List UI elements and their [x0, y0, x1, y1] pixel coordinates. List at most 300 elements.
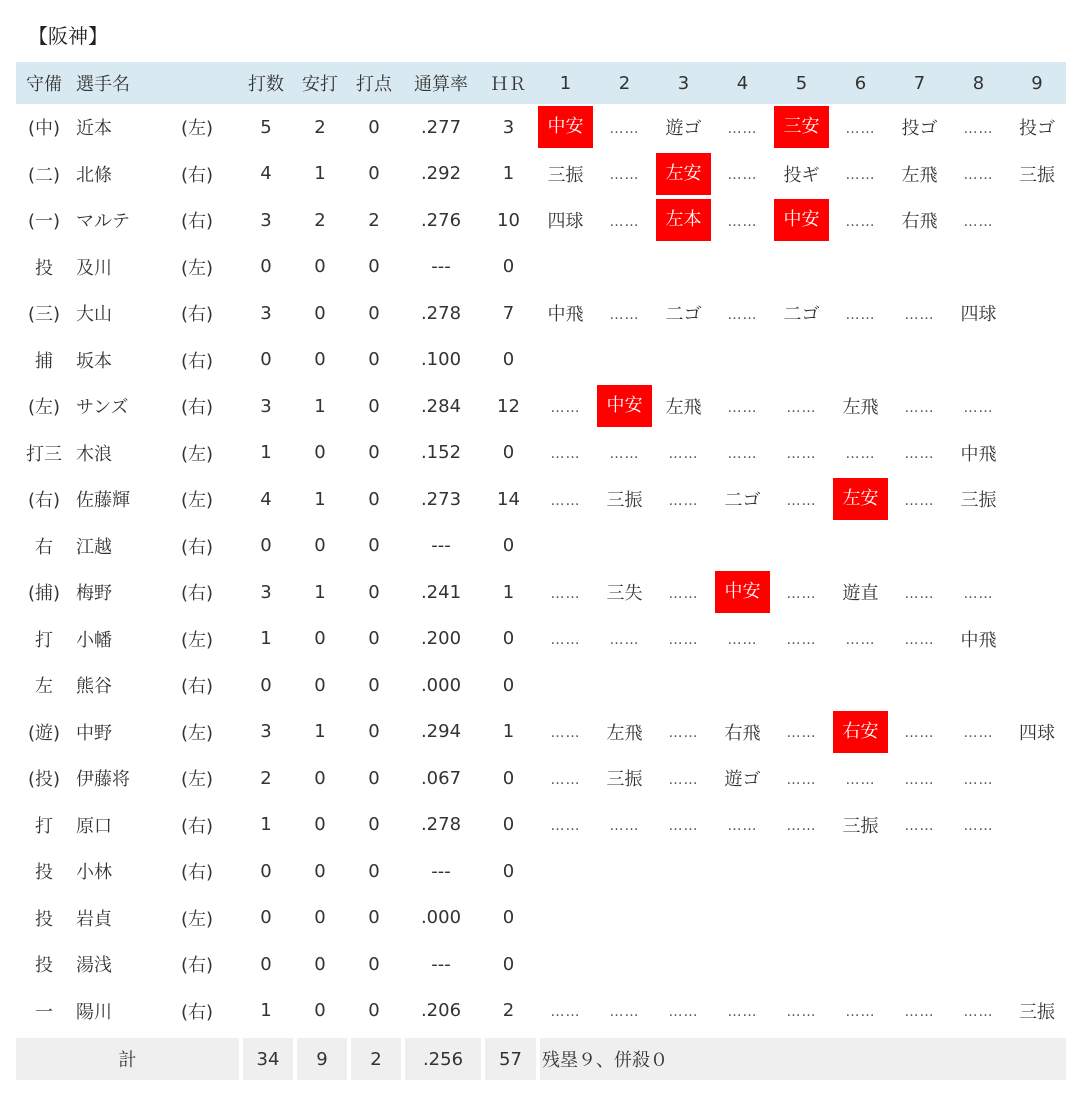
player-at-bats: 1: [260, 1000, 272, 1022]
player-name: 原口: [76, 815, 112, 837]
player-rbi: 0: [368, 1000, 380, 1022]
at-bat-result: ……: [668, 632, 699, 649]
inning-7-result: [890, 755, 949, 802]
inning-1-result: [536, 988, 595, 1035]
player-name: 陽川: [76, 1001, 112, 1023]
at-bat-result: ……: [904, 632, 935, 649]
player-average: .278: [420, 302, 462, 324]
player-at-bats: 4: [260, 163, 272, 185]
player-position: 右: [35, 536, 53, 558]
player-name: 佐藤輝: [76, 490, 130, 512]
totals-rbi: 2: [347, 1034, 401, 1080]
player-home-runs: 14: [497, 488, 520, 510]
player-bats: (左): [180, 908, 214, 930]
player-name: 近本: [76, 118, 112, 140]
player-position: (右): [27, 490, 61, 512]
inning-1-result: [536, 151, 595, 198]
inning-4-result: [713, 244, 772, 291]
inning-4-result: [713, 569, 772, 616]
player-bats: (左): [180, 490, 214, 512]
at-bat-result: ……: [550, 725, 581, 742]
player-hits: 0: [314, 953, 326, 975]
at-bat-result: 二ゴ: [665, 304, 702, 326]
table-row: [16, 104, 1066, 151]
player-home-runs: 0: [502, 442, 515, 464]
at-bat-result: 左飛: [606, 722, 643, 744]
player-rbi: 0: [368, 488, 380, 510]
table-row: [16, 290, 1066, 337]
player-average: ---: [431, 953, 451, 975]
inning-4-result: [713, 430, 772, 477]
at-bat-result: ……: [550, 632, 581, 649]
player-rbi: 0: [368, 395, 380, 417]
player-name: 小幡: [76, 629, 112, 651]
player-home-runs: 0: [502, 674, 515, 696]
inning-6-result: [831, 709, 890, 756]
inning-2-result: [595, 197, 654, 244]
inning-1-result: [536, 523, 595, 570]
at-bat-result: ……: [727, 446, 758, 463]
at-bat-result: ……: [904, 771, 935, 788]
inning-4-result: [713, 755, 772, 802]
player-hits: 0: [314, 442, 326, 464]
player-position: (三): [27, 304, 61, 326]
inning-3-result: [654, 104, 713, 151]
player-bats: (右): [180, 583, 214, 605]
table-row: [16, 941, 1066, 988]
player-at-bats: 1: [260, 442, 272, 464]
at-bat-result: ……: [668, 446, 699, 463]
table-row: [16, 709, 1066, 756]
inning-2-result: [595, 569, 654, 616]
player-rbi: 0: [368, 907, 380, 929]
inning-4-result: [713, 941, 772, 988]
inning-2-result: [595, 244, 654, 291]
at-bat-result: ……: [609, 446, 640, 463]
player-home-runs: 0: [502, 907, 515, 929]
player-rbi: 0: [368, 256, 380, 278]
inning-5-result: [772, 104, 831, 151]
totals-hits: 9: [293, 1034, 347, 1080]
player-hits: 0: [314, 349, 326, 371]
header-home-runs: ＨＲ: [481, 62, 536, 104]
inning-3-result: [654, 569, 713, 616]
player-hits: 1: [314, 581, 326, 603]
inning-9-result: [1008, 662, 1066, 709]
inning-5-result: [772, 848, 831, 895]
player-rbi: 0: [368, 814, 380, 836]
inning-3-result: [654, 430, 713, 477]
table-row: [16, 430, 1066, 477]
inning-9-result: [1008, 476, 1066, 523]
at-bat-result: ……: [963, 120, 994, 137]
team-title: 【阪神】: [28, 24, 108, 48]
inning-5-result: [772, 662, 831, 709]
inning-8-result: [949, 476, 1008, 523]
player-name: 及川: [76, 257, 112, 279]
inning-5-result: [772, 755, 831, 802]
header-at-bats: 打数: [239, 62, 293, 104]
at-bat-result: 三振: [606, 490, 643, 512]
at-bat-result: ……: [845, 167, 876, 184]
totals-home-runs: 57: [481, 1034, 536, 1080]
at-bat-result: ……: [668, 492, 699, 509]
player-position: 一: [35, 1001, 53, 1023]
at-bat-result: ……: [668, 771, 699, 788]
at-bat-result: ……: [904, 585, 935, 602]
player-name: 大山: [76, 304, 112, 326]
at-bat-result: ……: [550, 1004, 581, 1021]
at-bat-result: 投ゴ: [901, 118, 938, 140]
hit-result: 右安: [833, 711, 888, 753]
inning-8-result: [949, 569, 1008, 616]
inning-6-result: [831, 616, 890, 663]
inning-3-result: [654, 523, 713, 570]
inning-9-result: [1008, 244, 1066, 291]
player-position: (左): [27, 397, 61, 419]
at-bat-result: 三失: [606, 583, 643, 605]
player-position: (投): [27, 769, 61, 791]
player-home-runs: 0: [502, 860, 515, 882]
inning-6-result: [831, 523, 890, 570]
inning-9-result: [1008, 197, 1066, 244]
player-bats: (右): [180, 536, 214, 558]
inning-7-result: [890, 895, 949, 942]
player-average: .284: [420, 395, 462, 417]
player-average: ---: [431, 860, 451, 882]
player-hits: 1: [314, 395, 326, 417]
player-home-runs: 1: [502, 163, 515, 185]
inning-8-result: [949, 383, 1008, 430]
inning-5-result: [772, 337, 831, 384]
inning-3-result: [654, 290, 713, 337]
header-inning-9: 9: [1008, 62, 1066, 104]
inning-2-result: [595, 895, 654, 942]
at-bat-result: ……: [904, 306, 935, 323]
totals-label: 計: [16, 1034, 239, 1080]
at-bat-result: ……: [550, 585, 581, 602]
header-player-name: 選手名: [72, 62, 155, 104]
inning-4-result: [713, 709, 772, 756]
player-bats: (右): [180, 815, 214, 837]
header-inning-5: 5: [772, 62, 831, 104]
player-hits: 0: [314, 302, 326, 324]
inning-3-result: [654, 988, 713, 1035]
totals-row: [16, 1034, 1066, 1080]
at-bat-result: ……: [786, 725, 817, 742]
inning-8-result: [949, 430, 1008, 477]
player-name: 中野: [76, 722, 112, 744]
at-bat-result: 三振: [547, 164, 584, 186]
at-bat-result: ……: [845, 306, 876, 323]
inning-2-result: [595, 662, 654, 709]
inning-6-result: [831, 941, 890, 988]
player-home-runs: 2: [502, 1000, 515, 1022]
player-name: 岩貞: [76, 908, 112, 930]
inning-7-result: [890, 988, 949, 1035]
at-bat-result: 三振: [960, 490, 997, 512]
at-bat-result: 四球: [960, 304, 997, 326]
player-position: 打: [35, 629, 53, 651]
header-hits: 安打: [293, 62, 347, 104]
at-bat-result: ……: [609, 306, 640, 323]
table-row: [16, 383, 1066, 430]
at-bat-result: ……: [727, 399, 758, 416]
inning-3-result: [654, 895, 713, 942]
at-bat-result: ……: [963, 771, 994, 788]
player-name: 小林: [76, 862, 112, 884]
at-bat-result: 中飛: [960, 443, 997, 465]
player-hits: 0: [314, 628, 326, 650]
at-bat-result: 三振: [842, 815, 879, 837]
player-average: ---: [431, 256, 451, 278]
inning-5-result: [772, 988, 831, 1035]
at-bat-result: ……: [550, 492, 581, 509]
inning-2-result: [595, 709, 654, 756]
hit-result: 中安: [538, 106, 593, 148]
inning-6-result: [831, 476, 890, 523]
player-rbi: 2: [368, 209, 380, 231]
player-home-runs: 0: [502, 349, 515, 371]
table-row: [16, 848, 1066, 895]
inning-1-result: [536, 104, 595, 151]
player-position: 投: [35, 257, 53, 279]
player-hits: 1: [314, 488, 326, 510]
inning-5-result: [772, 244, 831, 291]
at-bat-result: ……: [963, 1004, 994, 1021]
inning-7-result: [890, 662, 949, 709]
at-bat-result: ……: [904, 818, 935, 835]
player-at-bats: 0: [260, 907, 272, 929]
inning-9-result: [1008, 755, 1066, 802]
player-bats: (右): [180, 955, 214, 977]
inning-4-result: [713, 290, 772, 337]
at-bat-result: 三振: [1019, 1001, 1055, 1023]
player-hits: 0: [314, 767, 326, 789]
at-bat-result: 遊ゴ: [665, 118, 702, 140]
inning-8-result: [949, 104, 1008, 151]
player-position: 左: [35, 676, 53, 698]
player-home-runs: 10: [497, 209, 520, 231]
player-hits: 1: [314, 721, 326, 743]
at-bat-result: ……: [904, 399, 935, 416]
player-at-bats: 5: [260, 116, 272, 138]
header-inning-7: 7: [890, 62, 949, 104]
inning-8-result: [949, 523, 1008, 570]
player-name: マルテ: [76, 211, 130, 233]
player-home-runs: 0: [502, 628, 515, 650]
at-bat-result: ……: [550, 399, 581, 416]
inning-3-result: [654, 662, 713, 709]
player-average: .100: [420, 349, 462, 371]
table-row: [16, 616, 1066, 663]
player-bats: (右): [180, 164, 214, 186]
inning-5-result: [772, 709, 831, 756]
header-rbi: 打点: [347, 62, 401, 104]
inning-2-result: [595, 848, 654, 895]
at-bat-result: ……: [727, 167, 758, 184]
inning-5-result: [772, 802, 831, 849]
inning-5-result: [772, 430, 831, 477]
player-name: 梅野: [76, 583, 112, 605]
inning-6-result: [831, 755, 890, 802]
player-rbi: 0: [368, 860, 380, 882]
player-name: 北條: [76, 164, 112, 186]
player-at-bats: 1: [260, 814, 272, 836]
at-bat-result: ……: [609, 167, 640, 184]
inning-3-result: [654, 802, 713, 849]
player-at-bats: 2: [260, 767, 272, 789]
inning-8-result: [949, 941, 1008, 988]
player-bats: (右): [180, 304, 214, 326]
player-rbi: 0: [368, 767, 380, 789]
inning-7-result: [890, 616, 949, 663]
inning-6-result: [831, 430, 890, 477]
inning-8-result: [949, 290, 1008, 337]
inning-7-result: [890, 383, 949, 430]
hit-result: 左安: [656, 153, 711, 195]
player-hits: 0: [314, 256, 326, 278]
inning-9-result: [1008, 523, 1066, 570]
inning-8-result: [949, 802, 1008, 849]
inning-3-result: [654, 709, 713, 756]
inning-2-result: [595, 337, 654, 384]
player-at-bats: 0: [260, 674, 272, 696]
at-bat-result: ……: [786, 585, 817, 602]
inning-6-result: [831, 151, 890, 198]
player-home-runs: 0: [502, 814, 515, 836]
at-bat-result: ……: [668, 818, 699, 835]
at-bat-result: ……: [727, 1004, 758, 1021]
inning-3-result: [654, 337, 713, 384]
inning-7-result: [890, 244, 949, 291]
player-home-runs: 0: [502, 767, 515, 789]
player-rbi: 0: [368, 953, 380, 975]
player-position: (一): [27, 211, 61, 233]
player-bats: (左): [180, 443, 214, 465]
player-rbi: 0: [368, 349, 380, 371]
at-bat-result: ……: [727, 306, 758, 323]
inning-9-result: [1008, 895, 1066, 942]
at-bat-result: ……: [786, 771, 817, 788]
inning-3-result: [654, 197, 713, 244]
inning-3-result: [654, 616, 713, 663]
player-hits: 0: [314, 860, 326, 882]
player-rbi: 0: [368, 116, 380, 138]
inning-8-result: [949, 197, 1008, 244]
at-bat-result: ……: [786, 632, 817, 649]
hit-result: 三安: [774, 106, 829, 148]
inning-2-result: [595, 476, 654, 523]
inning-8-result: [949, 988, 1008, 1035]
inning-1-result: [536, 383, 595, 430]
player-average: .152: [420, 442, 462, 464]
at-bat-result: ……: [963, 213, 994, 230]
table-row: [16, 895, 1066, 942]
at-bat-result: 遊ゴ: [724, 769, 761, 791]
inning-6-result: [831, 802, 890, 849]
at-bat-result: 右飛: [724, 722, 761, 744]
inning-6-result: [831, 848, 890, 895]
player-average: .273: [420, 488, 462, 510]
at-bat-result: ……: [963, 167, 994, 184]
header-inning-1: 1: [536, 62, 595, 104]
table-row: [16, 476, 1066, 523]
player-hits: 0: [314, 814, 326, 836]
inning-8-result: [949, 709, 1008, 756]
inning-9-result: [1008, 151, 1066, 198]
at-bat-result: ……: [727, 818, 758, 835]
header-inning-8: 8: [949, 62, 1008, 104]
inning-4-result: [713, 151, 772, 198]
player-position: (捕): [27, 583, 61, 605]
player-bats: (左): [180, 629, 214, 651]
at-bat-result: ……: [550, 446, 581, 463]
player-rbi: 0: [368, 442, 380, 464]
at-bat-result: 遊直: [842, 583, 879, 605]
inning-9-result: [1008, 941, 1066, 988]
hit-result: 中安: [715, 571, 770, 613]
inning-2-result: [595, 941, 654, 988]
inning-4-result: [713, 104, 772, 151]
at-bat-result: ……: [904, 492, 935, 509]
at-bat-result: ……: [904, 725, 935, 742]
inning-6-result: [831, 662, 890, 709]
inning-5-result: [772, 197, 831, 244]
at-bat-result: 右飛: [901, 211, 938, 233]
player-position: (遊): [27, 722, 61, 744]
inning-1-result: [536, 709, 595, 756]
at-bat-result: ……: [668, 1004, 699, 1021]
inning-4-result: [713, 337, 772, 384]
player-average: .067: [420, 767, 462, 789]
at-bat-result: ……: [786, 818, 817, 835]
totals-at-bats: 34: [239, 1034, 293, 1080]
table-row: [16, 802, 1066, 849]
player-hits: 0: [314, 1000, 326, 1022]
at-bat-result: ……: [727, 632, 758, 649]
hit-result: 中安: [597, 385, 652, 427]
inning-8-result: [949, 755, 1008, 802]
player-position: 投: [35, 862, 53, 884]
at-bat-result: ……: [963, 399, 994, 416]
player-name: 江越: [76, 536, 112, 558]
player-bats: (右): [180, 350, 214, 372]
player-bats: (左): [180, 769, 214, 791]
at-bat-result: ……: [904, 1004, 935, 1021]
inning-3-result: [654, 151, 713, 198]
player-home-runs: 1: [502, 721, 515, 743]
player-home-runs: 0: [502, 535, 515, 557]
inning-4-result: [713, 662, 772, 709]
player-bats: (右): [180, 862, 214, 884]
inning-5-result: [772, 476, 831, 523]
table-row: [16, 151, 1066, 198]
inning-1-result: [536, 476, 595, 523]
inning-3-result: [654, 941, 713, 988]
inning-9-result: [1008, 337, 1066, 384]
inning-1-result: [536, 430, 595, 477]
player-average: .200: [420, 628, 462, 650]
at-bat-result: ……: [727, 120, 758, 137]
inning-6-result: [831, 290, 890, 337]
player-at-bats: 0: [260, 535, 272, 557]
header-average: 通算率: [401, 62, 481, 104]
inning-4-result: [713, 383, 772, 430]
at-bat-result: 三振: [606, 769, 643, 791]
totals-summary: 残塁９、併殺０: [536, 1034, 1066, 1080]
inning-2-result: [595, 430, 654, 477]
